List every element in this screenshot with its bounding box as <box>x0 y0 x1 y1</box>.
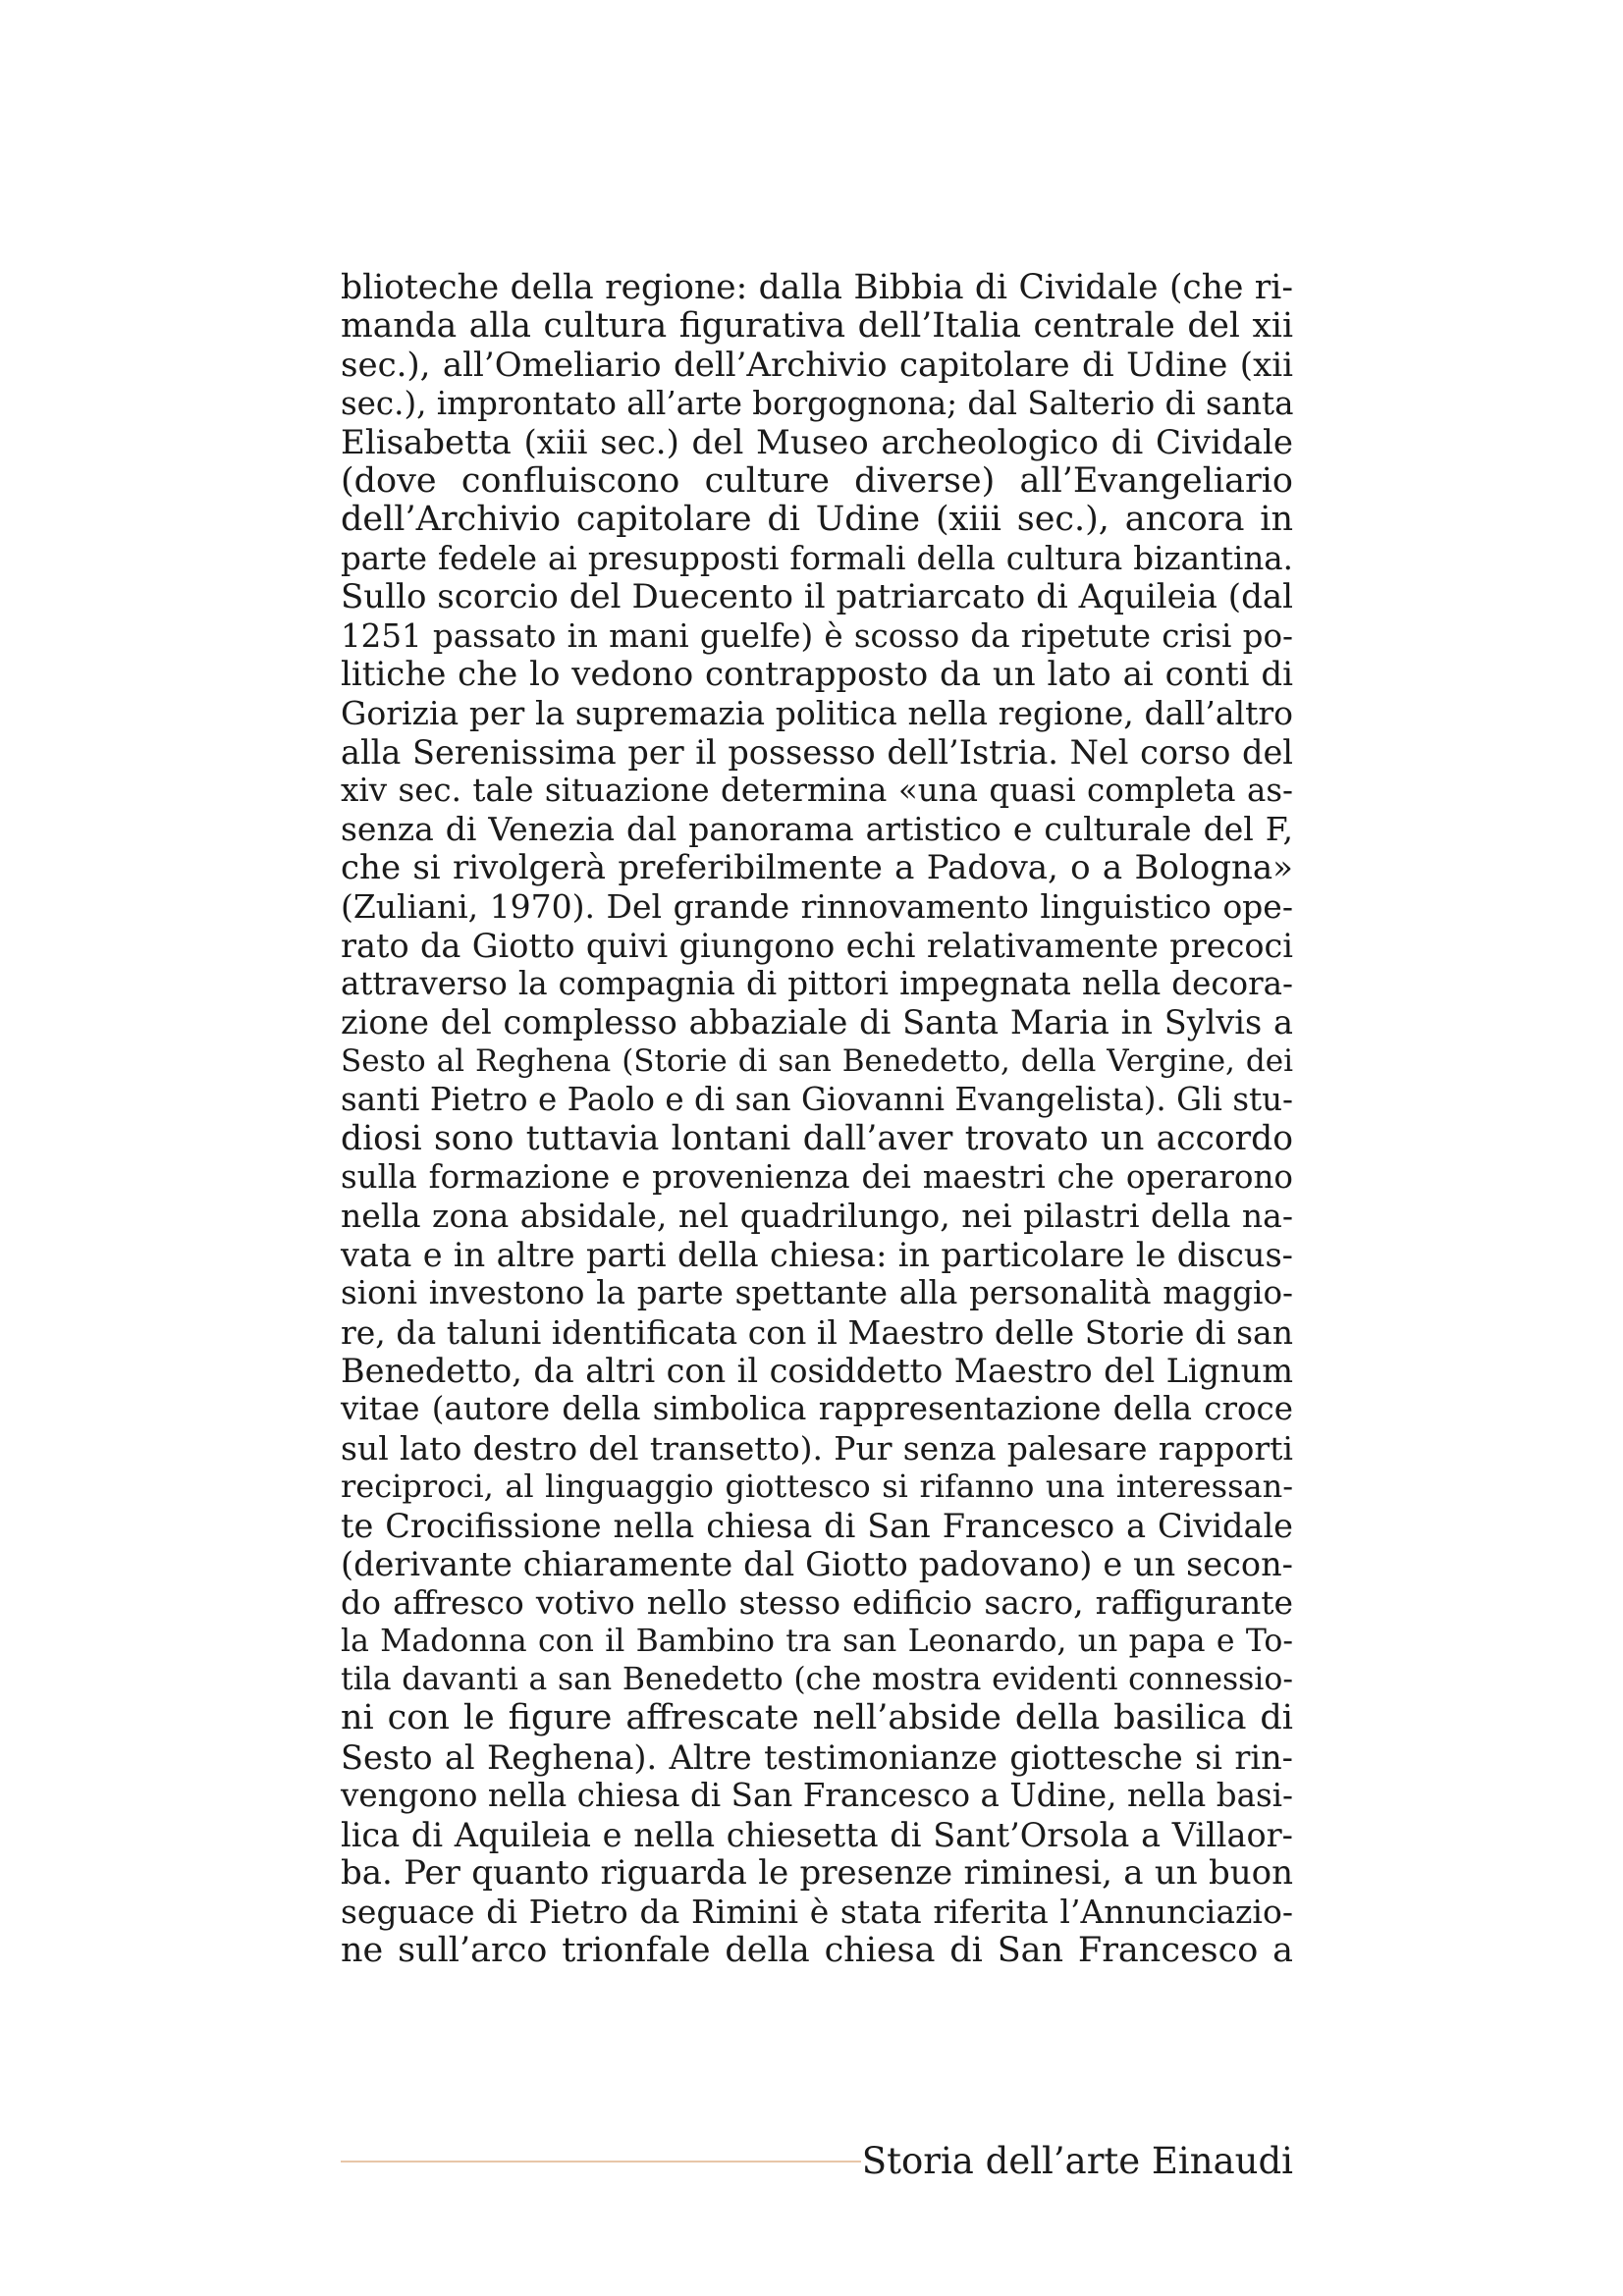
text-line: sulla formazione e provenienza dei maestri che operarono <box>341 1157 1293 1196</box>
text-line: ne sull’arco trionfale della chiesa di San Francesco a <box>341 1930 1293 1970</box>
text-line: sioni investono la parte spettante alla personalità maggio- <box>341 1274 1293 1312</box>
footer-rule <box>341 2161 861 2163</box>
text-line: lica di Aquileia e nella chiesetta di Sant’Orsola a Villaor- <box>341 1815 1293 1854</box>
text-line: diosi sono tuttavia lontani dall’aver trovato un accordo <box>341 1118 1293 1158</box>
text-line: Sesto al Reghena (Storie di san Benedetto, della Vergine, dei <box>341 1042 1293 1079</box>
text-line: Elisabetta (xiii sec.) del Museo archeologico di Cividale <box>341 422 1293 462</box>
text-line: dell’Archivio capitolare di Udine (xiii sec.), ancora in <box>341 500 1293 540</box>
text-line: (derivante chiaramente dal Giotto padovano) e un secon- <box>341 1544 1293 1583</box>
text-line: re, da taluni identificata con il Maestro delle Storie di san <box>341 1312 1293 1352</box>
text-line: sec.), all’Omeliario dell’Archivio capitolare di Udine (xii <box>341 345 1293 385</box>
text-line: la Madonna con il Bambino tra san Leonardo, un papa e To- <box>341 1623 1293 1659</box>
text-line: vata e in altre parti della chiesa: in particolare le discus- <box>341 1235 1293 1274</box>
text-line: nella zona absidale, nel quadrilungo, nei pilastri della na- <box>341 1197 1293 1236</box>
text-line: Sullo scorcio del Duecento il patriarcato di Aquileia (dal <box>341 577 1293 617</box>
text-line: ni con le figure affrescate nell’abside della basilica di <box>341 1698 1293 1738</box>
text-line: Gorizia per la supremazia politica nella regione, dall’altro <box>341 694 1293 733</box>
body-text <box>341 269 1293 1970</box>
text-line: Benedetto, da altri con il cosiddetto Maestro del Lignum <box>341 1351 1293 1390</box>
text-line: sul lato destro del transetto). Pur senza palesare rapporti <box>341 1428 1293 1468</box>
text-line: zione del complesso abbaziale di Santa Maria in Sylvis a <box>341 1003 1293 1042</box>
text-line: vengono nella chiesa di San Francesco a Udine, nella basi- <box>341 1777 1293 1815</box>
text-line: (Zuliani, 1970). Del grande rinnovamento linguistico ope- <box>341 887 1293 927</box>
text-line: 1251 passato in mani guelfe) è scosso da ripetute crisi po- <box>341 616 1293 655</box>
text-line: santi Pietro e Paolo e di san Giovanni Evangelista). Gli stu- <box>341 1081 1293 1119</box>
text-line: sec.), improntato all’arte borgognona; dal Salterio di santa <box>341 385 1294 423</box>
footer-title: Storia dell’arte Einaudi <box>861 2140 1293 2182</box>
text-line: attraverso la compagnia di pittori impegnata nella decora- <box>341 965 1293 1003</box>
text-line: vitae (autore della simbolica rappresentazione della croce <box>341 1390 1293 1428</box>
text-line: Sesto al Reghena). Altre testimonianze giottesche si rin- <box>341 1737 1293 1777</box>
text-line: (dove confluiscono culture diverse) all’Evangeliario <box>341 460 1293 501</box>
text-line: manda alla cultura figurativa dell’Italia centrale del xii <box>341 306 1293 347</box>
text-line: alla Serenissima per il possesso dell’Istria. Nel corso del <box>341 732 1293 772</box>
page-footer <box>341 2132 1293 2191</box>
text-line: tila davanti a san Benedetto (che mostra evidenti connessio- <box>341 1662 1293 1698</box>
text-line: parte fedele ai presupposti formali della cultura bizantina. <box>341 539 1293 577</box>
text-line: ba. Per quanto riguarda le presenze riminesi, a un buon <box>341 1853 1293 1894</box>
text-line: rato da Giotto quivi giungono echi relativamente precoci <box>341 926 1293 965</box>
text-line: do affresco votivo nello stesso edificio sacro, raffigurante <box>341 1583 1293 1623</box>
text-line: xiv sec. tale situazione determina «una quasi completa as- <box>341 772 1293 810</box>
text-line: senza di Venezia dal panorama artistico e culturale del F, <box>341 810 1293 849</box>
text-line: che si rivolgerà preferibilmente a Padova, o a Bologna» <box>341 847 1293 887</box>
text-line: te Crocifissione nella chiesa di San Francesco a Cividale <box>341 1506 1293 1545</box>
text-line: blioteche della regione: dalla Bibbia di Cividale (che ri- <box>341 268 1293 307</box>
text-line: litiche che lo vedono contrapposto da un lato ai conti di <box>341 654 1293 694</box>
text-line: reciproci, al linguaggio giottesco si rifanno una interessan- <box>341 1468 1293 1506</box>
text-line: seguace di Pietro da Rimini è stata riferita l’Annunciazio- <box>341 1893 1293 1932</box>
